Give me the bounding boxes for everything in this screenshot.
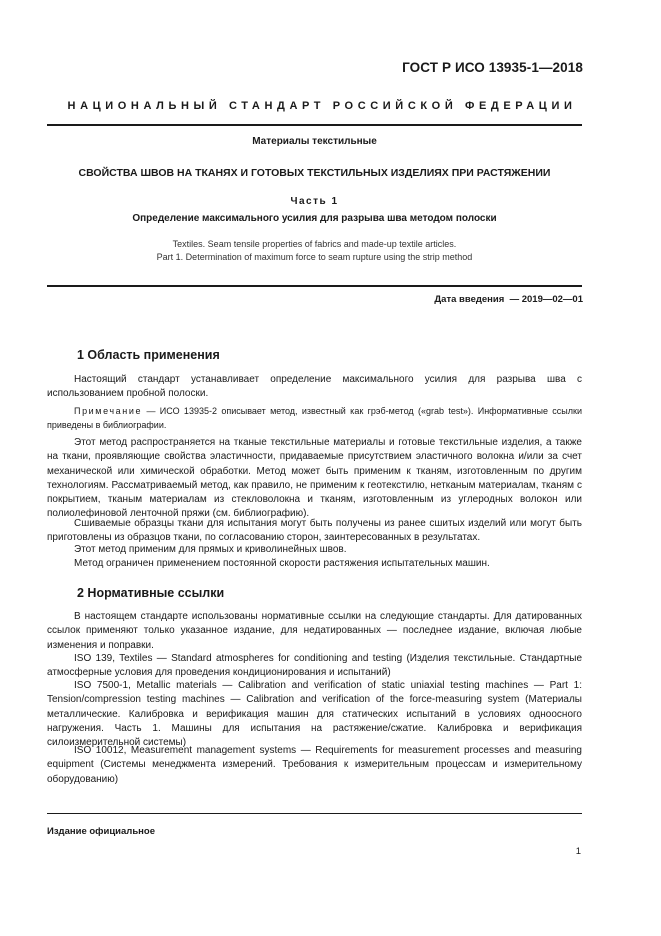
section-2-reference-iso-7500-1: ISO 7500-1, Metallic materials — Calibration and verification of static uniaxial testing machines — Part 1: Tension/compression testing machines — Calibration and verification of the force-measuring system (Материалы металлические. Калибровка и верификация машин для статических испытаний в условиях одноосного нагружения. Часть 1. Машины для испытания на растяжение/сжатие. Калибровка и верификация силоизмерительной системы)	[47, 680, 582, 749]
header-divider	[47, 124, 582, 126]
part-label: Часть 1	[290, 196, 339, 207]
note-label: Примечание	[74, 406, 143, 416]
english-title-line-1: Textiles. Seam tensile properties of fabrics and made-up textile articles.	[172, 239, 457, 249]
document-subtitle: Определение максимального усилия для разрыва шва методом полоски	[132, 213, 497, 224]
section-1-paragraph-1: Настоящий стандарт устанавливает определение максимального усилия для разрыва шва с использованием пробной полоски.	[47, 374, 582, 400]
page-number: 1	[575, 846, 581, 857]
document-title: СВОЙСТВА ШВОВ НА ТКАНЯХ И ГОТОВЫХ ТЕКСТИЛЬНЫХ ИЗДЕЛИЯХ ПРИ РАСТЯЖЕНИИ	[78, 167, 551, 179]
section-1-paragraph-5: Метод ограничен применением постоянной скорости растяжения испытательных машин.	[74, 558, 490, 569]
english-title-line-2: Part 1. Determination of maximum force to seam rupture using the strip method	[156, 252, 473, 262]
section-1-heading: 1 Область применения	[77, 348, 220, 362]
section-1-paragraph-4: Этот метод применим для прямых и криволинейных швов.	[74, 544, 347, 555]
category-title: Материалы текстильные	[252, 136, 377, 147]
intro-date-label: Дата введения	[434, 294, 505, 305]
standard-code: ГОСТ Р ИСО 13935-1—2018	[402, 60, 583, 75]
intro-date-value: — 2019—02—01	[509, 294, 583, 305]
section-2-heading: 2 Нормативные ссылки	[77, 586, 225, 600]
section-2-reference-iso-139: ISO 139, Textiles — Standard atmospheres for conditioning and testing (Изделия текстильные. Стандартные атмосферные условия для проведения кондиционирования и испытаний)	[47, 653, 582, 679]
section-1-note	[47, 405, 582, 432]
footer-divider	[47, 813, 582, 814]
section-2-paragraph-1: В настоящем стандарте использованы нормативные ссылки на следующие стандарты. Для датированных ссылок применяют только указанное издание, для недатированных — последнее издание, включая любые изменения и поправки.	[47, 611, 582, 651]
english-title	[47, 238, 582, 264]
note-text: — ИСО 13935-2 описывает метод, известный как грэб-метод («grab test»). Информативные ссылки приведены в библиографии.	[47, 406, 582, 430]
section-2-reference-iso-10012: ISO 10012, Measurement management systems — Requirements for measurement processes and measuring equipment (Системы менеджмента измерений. Требования к измерительным процессам и измерительному оборудованию)	[47, 745, 582, 785]
title-divider	[47, 285, 582, 287]
section-1-paragraph-3: Сшиваемые образцы ткани для испытания могут быть получены из ранее сшитых изделий или могут быть приготовлены из образцов ткани, по согласованию сторон, заинтересованных в результатах.	[47, 518, 582, 544]
official-edition-label: Издание официальное	[47, 826, 155, 837]
intro-date	[434, 294, 583, 305]
national-standard-banner: НАЦИОНАЛЬНЫЙ СТАНДАРТ РОССИЙСКОЙ ФЕДЕРАЦИИ	[67, 100, 577, 112]
section-1-paragraph-2: Этот метод распространяется на тканые текстильные материалы и готовые текстильные изделия, а также на ткани, проявляющие свойства эластичности, придаваемые присутствием эластичного волокна и/или за счет механической или химической обработки. Метод может быть применим к тканям, изготовленным по другим технологиям. Рассматриваемый метод, как правило, не применим к геотекстилю, нетканым материалам, тканям с покрытием, тканым материалам из стекловолокна и тканям, изготовленным из углеродных волокон или полиолефиновой ленточной пряжи (см. библиографию).	[47, 437, 582, 520]
